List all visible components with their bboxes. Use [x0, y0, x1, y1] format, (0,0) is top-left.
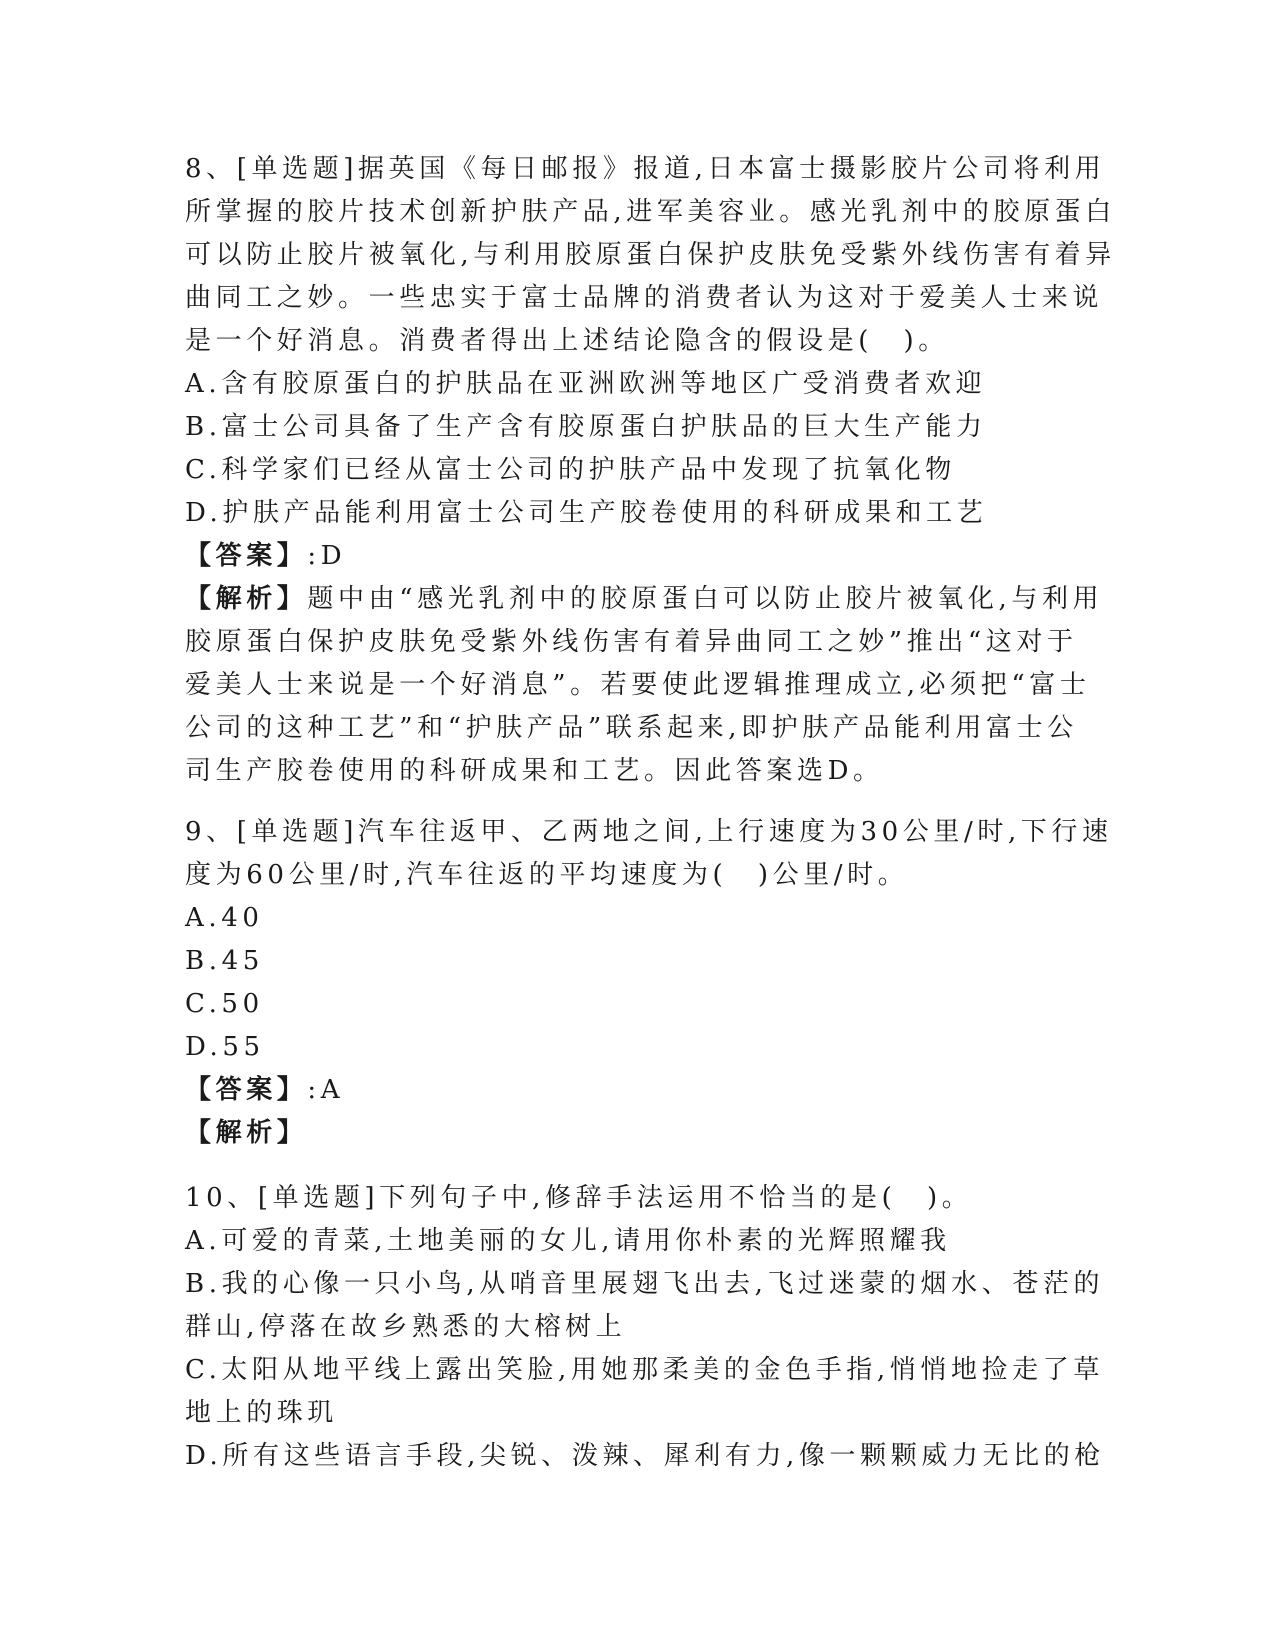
answer-label: 【答案】	[185, 1075, 308, 1105]
option-d: D.所有这些语言手段,尖锐、泼辣、犀利有力,像一颗颗威力无比的枪	[185, 1441, 1105, 1471]
option-a: A.含有胶原蛋白的护肤品在亚洲欧洲等地区广受消费者欢迎	[185, 369, 987, 399]
answer-label: 【答案】	[185, 541, 308, 571]
question-9	[185, 811, 1113, 1155]
analysis-text: 爱美人士来说是一个好消息”。若要使此逻辑推理成立,必须把“富士	[185, 670, 1091, 700]
analysis-line	[185, 578, 1104, 621]
document-page	[185, 148, 1116, 1478]
question-stem-line: 度为60公里/时,汽车往返的平均速度为( )公里/时。	[185, 860, 909, 890]
answer-separator: :	[307, 1075, 321, 1105]
analysis-line	[185, 1112, 1085, 1155]
option-c: C.太阳从地平线上露出笑脸,用她那柔美的金色手指,悄悄地捡走了草	[185, 1355, 1104, 1385]
question-stem-line: 10、[单选题]下列句子中,修辞手法运用不恰当的是( )。	[185, 1183, 973, 1213]
question-stem-line: 可以防止胶片被氧化,与利用胶原蛋白保护皮肤免受紫外线伤害有着异	[185, 240, 1116, 270]
option-c: C.科学家们已经从富士公司的护肤产品中发现了抗氧化物	[185, 455, 956, 485]
option-b: B.45	[185, 946, 264, 976]
answer-value: A	[320, 1075, 345, 1105]
analysis-label: 【解析】	[185, 1118, 308, 1148]
option-b: B.富士公司具备了生产含有胶原蛋白护肤品的巨大生产能力	[185, 412, 987, 442]
option-a: A.40	[185, 903, 264, 933]
question-stem-line: 8、[单选题]据英国《每日邮报》报道,日本富士摄影胶片公司将利用	[185, 154, 1106, 184]
answer-line	[185, 535, 1085, 578]
option-d: D.护肤产品能利用富士公司生产胶卷使用的科研成果和工艺	[185, 498, 988, 528]
question-10	[185, 1177, 1105, 1478]
analysis-text: 司生产胶卷使用的科研成果和工艺。因此答案选D。	[185, 756, 884, 786]
option-b: B.我的心像一只小鸟,从哨音里展翅飞出去,飞过迷蒙的烟水、苍茫的	[185, 1269, 1105, 1299]
analysis-text: 公司的这种工艺”和“护肤产品”联系起来,即护肤产品能利用富士公	[185, 713, 1078, 743]
answer-value: D	[320, 541, 347, 571]
analysis-label: 【解析】	[185, 584, 308, 614]
question-8	[185, 148, 1116, 793]
question-stem-line: 是一个好消息。消费者得出上述结论隐含的假设是( )。	[185, 326, 949, 356]
question-stem-line: 9、[单选题]汽车往返甲、乙两地之间,上行速度为30公里/时,下行速	[185, 817, 1113, 847]
answer-line	[185, 1069, 1085, 1112]
question-stem-line: 所掌握的胶片技术创新护肤产品,进军美容业。感光乳剂中的胶原蛋白	[185, 197, 1116, 227]
answer-separator: :	[307, 541, 321, 571]
option-c-continued: 地上的珠玑	[185, 1398, 339, 1428]
option-a: A.可爱的青菜,土地美丽的女儿,请用你朴素的光辉照耀我	[185, 1226, 951, 1256]
question-stem-line: 曲同工之妙。一些忠实于富士品牌的消费者认为这对于爱美人士来说	[185, 283, 1104, 313]
analysis-text: 题中由“感光乳剂中的胶原蛋白可以防止胶片被氧化,与利用	[307, 584, 1104, 614]
option-d: D.55	[185, 1032, 265, 1062]
option-c: C.50	[185, 989, 264, 1019]
option-b-continued: 群山,停落在故乡熟悉的大榕树上	[185, 1312, 627, 1342]
analysis-text: 胶原蛋白保护皮肤免受紫外线伤害有着异曲同工之妙”推出“这对于	[185, 627, 1078, 657]
